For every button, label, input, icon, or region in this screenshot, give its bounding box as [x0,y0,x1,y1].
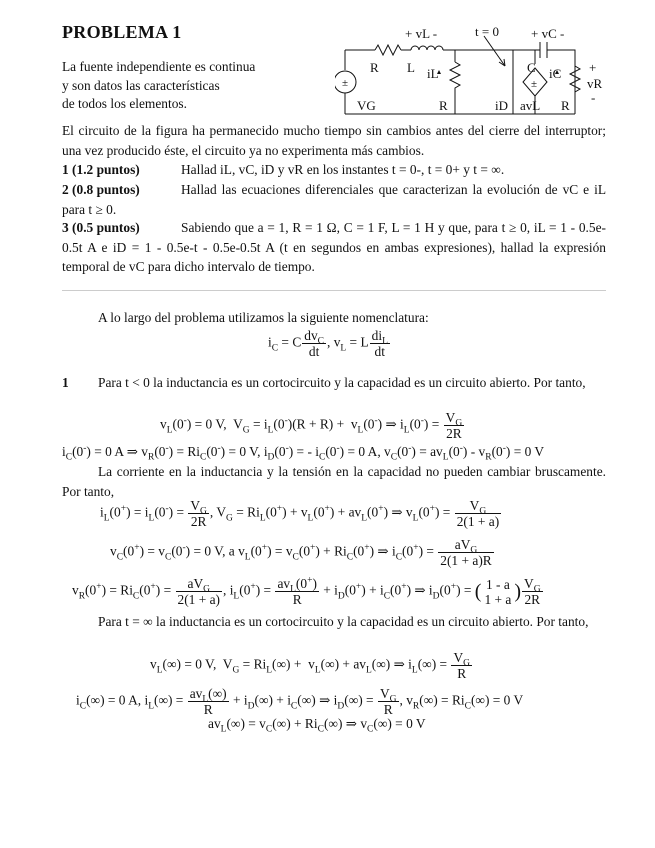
statement-paragraph: El circuito de la figura ha permanecido mucho tiempo sin cambios antes del cierre del interruptor; una vez producido éste, el circuito ya no experimenta más cambios. [62,123,606,158]
label-vR: vR [587,76,603,91]
equation-5: $v_R(0^+) = Ri_C(0^+)$ = $\frac{aV_G}{2(1 + a)}$ , $i_L(0^+)$ = $\frac{av_L(0^+)}{R}$ + $i_D(0^+) + i_C(0^+)$ ⇒ $i_D(0^+)$ = ( 1 - a 1 + a ) $\frac{V_G}{2R}$ [72,575,541,607]
label-R-mid: R [439,98,448,113]
resistor-symbol [450,62,460,114]
question-3-label: 3 (0.5 puntos) [62,220,140,235]
label-C: C [527,60,536,75]
label-t0: t = 0 [475,24,499,39]
question-2-label: 2 (0.8 puntos) [62,182,140,197]
label-minus: - [591,90,596,105]
label-L: L [407,60,415,75]
equation-4: $v_C(0^+) = v_C(0^-) = 0$ V, a $v_L(0^+) = v_C(0^+) + Ri_C(0^+)$ ⇒ $i_C(0^+)$ = $\frac{aV_G}{2(1 + a)R}$ [110,537,492,568]
svg-text:±: ± [342,77,349,89]
label-iD: iD [495,98,508,113]
equation-6: $v_L(\infty) = 0$ V, $V_G = Ri_L(\infty) + v_L(\infty) + av_L(\infty)$ ⇒ $i_L(\infty)$ = $\frac{V_G}{R}$ [150,650,470,681]
part-1-label: 1 [62,375,69,390]
label-R-top: R [370,60,379,75]
label-vL: + vL - [405,26,438,41]
question-3 [62,218,606,277]
circuit-diagram [335,22,615,118]
equation-8: $av_L(\infty) = v_C(\infty) + Ri_C(\infty)$ ⇒ $v_C(\infty) = 0$ V [208,716,426,735]
question-1-label: 1 (1.2 puntos) [62,162,140,177]
question-3-text: Sabiendo que a = 1, R = 1 Ω, C = 1 F, L = 1 H y que, para t ≥ 0, iL = 1 - 0.5e-0.5t A e iD = 1 - 0.5e-t - 0.5e-0.5t A (t en segundos en ambas expresiones), hallad la expresión temporal de vC para dicho intervalo de tiempo. [62,220,606,274]
resistor-symbol [375,45,401,55]
label-VG: VG [357,98,376,113]
question-1-text: Hallad iL, vC, iD y vR en los instantes t = 0-, t = 0+ y t = ∞. [181,162,505,177]
question-1 [62,160,606,180]
inductor-symbol [411,46,443,50]
equation-2: $i_C(0^-) = 0$ A ⇒ $v_R(0^-) = Ri_C(0^-) = 0$ V, $i_D(0^-)$ = - $i_C(0^-) = 0$ A, $v_C(0^-) = av_L(0^-) - v_R(0^-) = 0$ V [62,443,545,463]
divider [62,290,606,291]
label-vC: + vC - [531,26,565,41]
infinity-paragraph: Para t = ∞ la inductancia es un cortocircuito y la capacidad es un circuito abierto. Por tanto, [98,614,589,629]
part-1-intro [62,373,606,393]
label-R-right: R [561,98,570,113]
question-2 [62,180,606,219]
question-2-text: Hallad las ecuaciones diferenciales que caracterizan la evolución de vC e iL para t ≥ 0. [62,182,606,217]
equation-3: $i_L(0^+) = i_L(0^-)$ = $\frac{V_G}{2R}$ , $V_G = Ri_L(0^+) + v_L(0^+) + av_L(0^+)$ ⇒ $v_L(0^+)$ = $\frac{V_G}{2(1 + a)}$ [100,498,500,529]
intro-line-2: y son datos las características [62,77,220,93]
equation-1: $v_L(0^-) = 0$ V, $V_G = i_L(0^-)(R + R) + v_L(0^-)$ ⇒ $i_L(0^-)$ = $\frac{V_G}{2R}$ [160,410,463,441]
nomenclature-equation: $i_C = C$ $\frac{dv_C}{dt}$ , $v_L = L$ $\frac{di_L}{dt}$ [268,328,388,359]
equation-7: $i_C(\infty) = 0$ A, $i_L(\infty)$ = $\frac{av_L(\infty)}{R}$ + $i_D(\infty) + i_C(\infty)$ ⇒ $i_D(\infty)$ = $\frac{V_G}{R}$ , $v_R(\infty) = Ri_C(\infty) = 0$ V [76,686,524,717]
label-iC: iC [549,66,562,81]
svg-text:±: ± [531,78,538,90]
continuity-paragraph: La corriente en la inductancia y la tensión en la capacidad no pueden cambiar bruscamente. Por tanto, [62,464,606,499]
nomenclature-text: A lo largo del problema utilizamos la siguiente nomenclatura: [98,310,429,325]
intro-line-3: de todos los elementos. [62,96,187,111]
label-plus: + [589,60,597,75]
label-iL: iL [427,66,439,81]
part-1-text: Para t < 0 la inductancia es un cortocircuito y la capacidad es un circuito abierto. Por tanto, [98,375,586,390]
intro-text [62,58,302,114]
problem-title: PROBLEMA 1 [62,22,182,42]
intro-line-1: La fuente independiente es continua [62,59,256,74]
label-avL: avL [520,98,541,113]
